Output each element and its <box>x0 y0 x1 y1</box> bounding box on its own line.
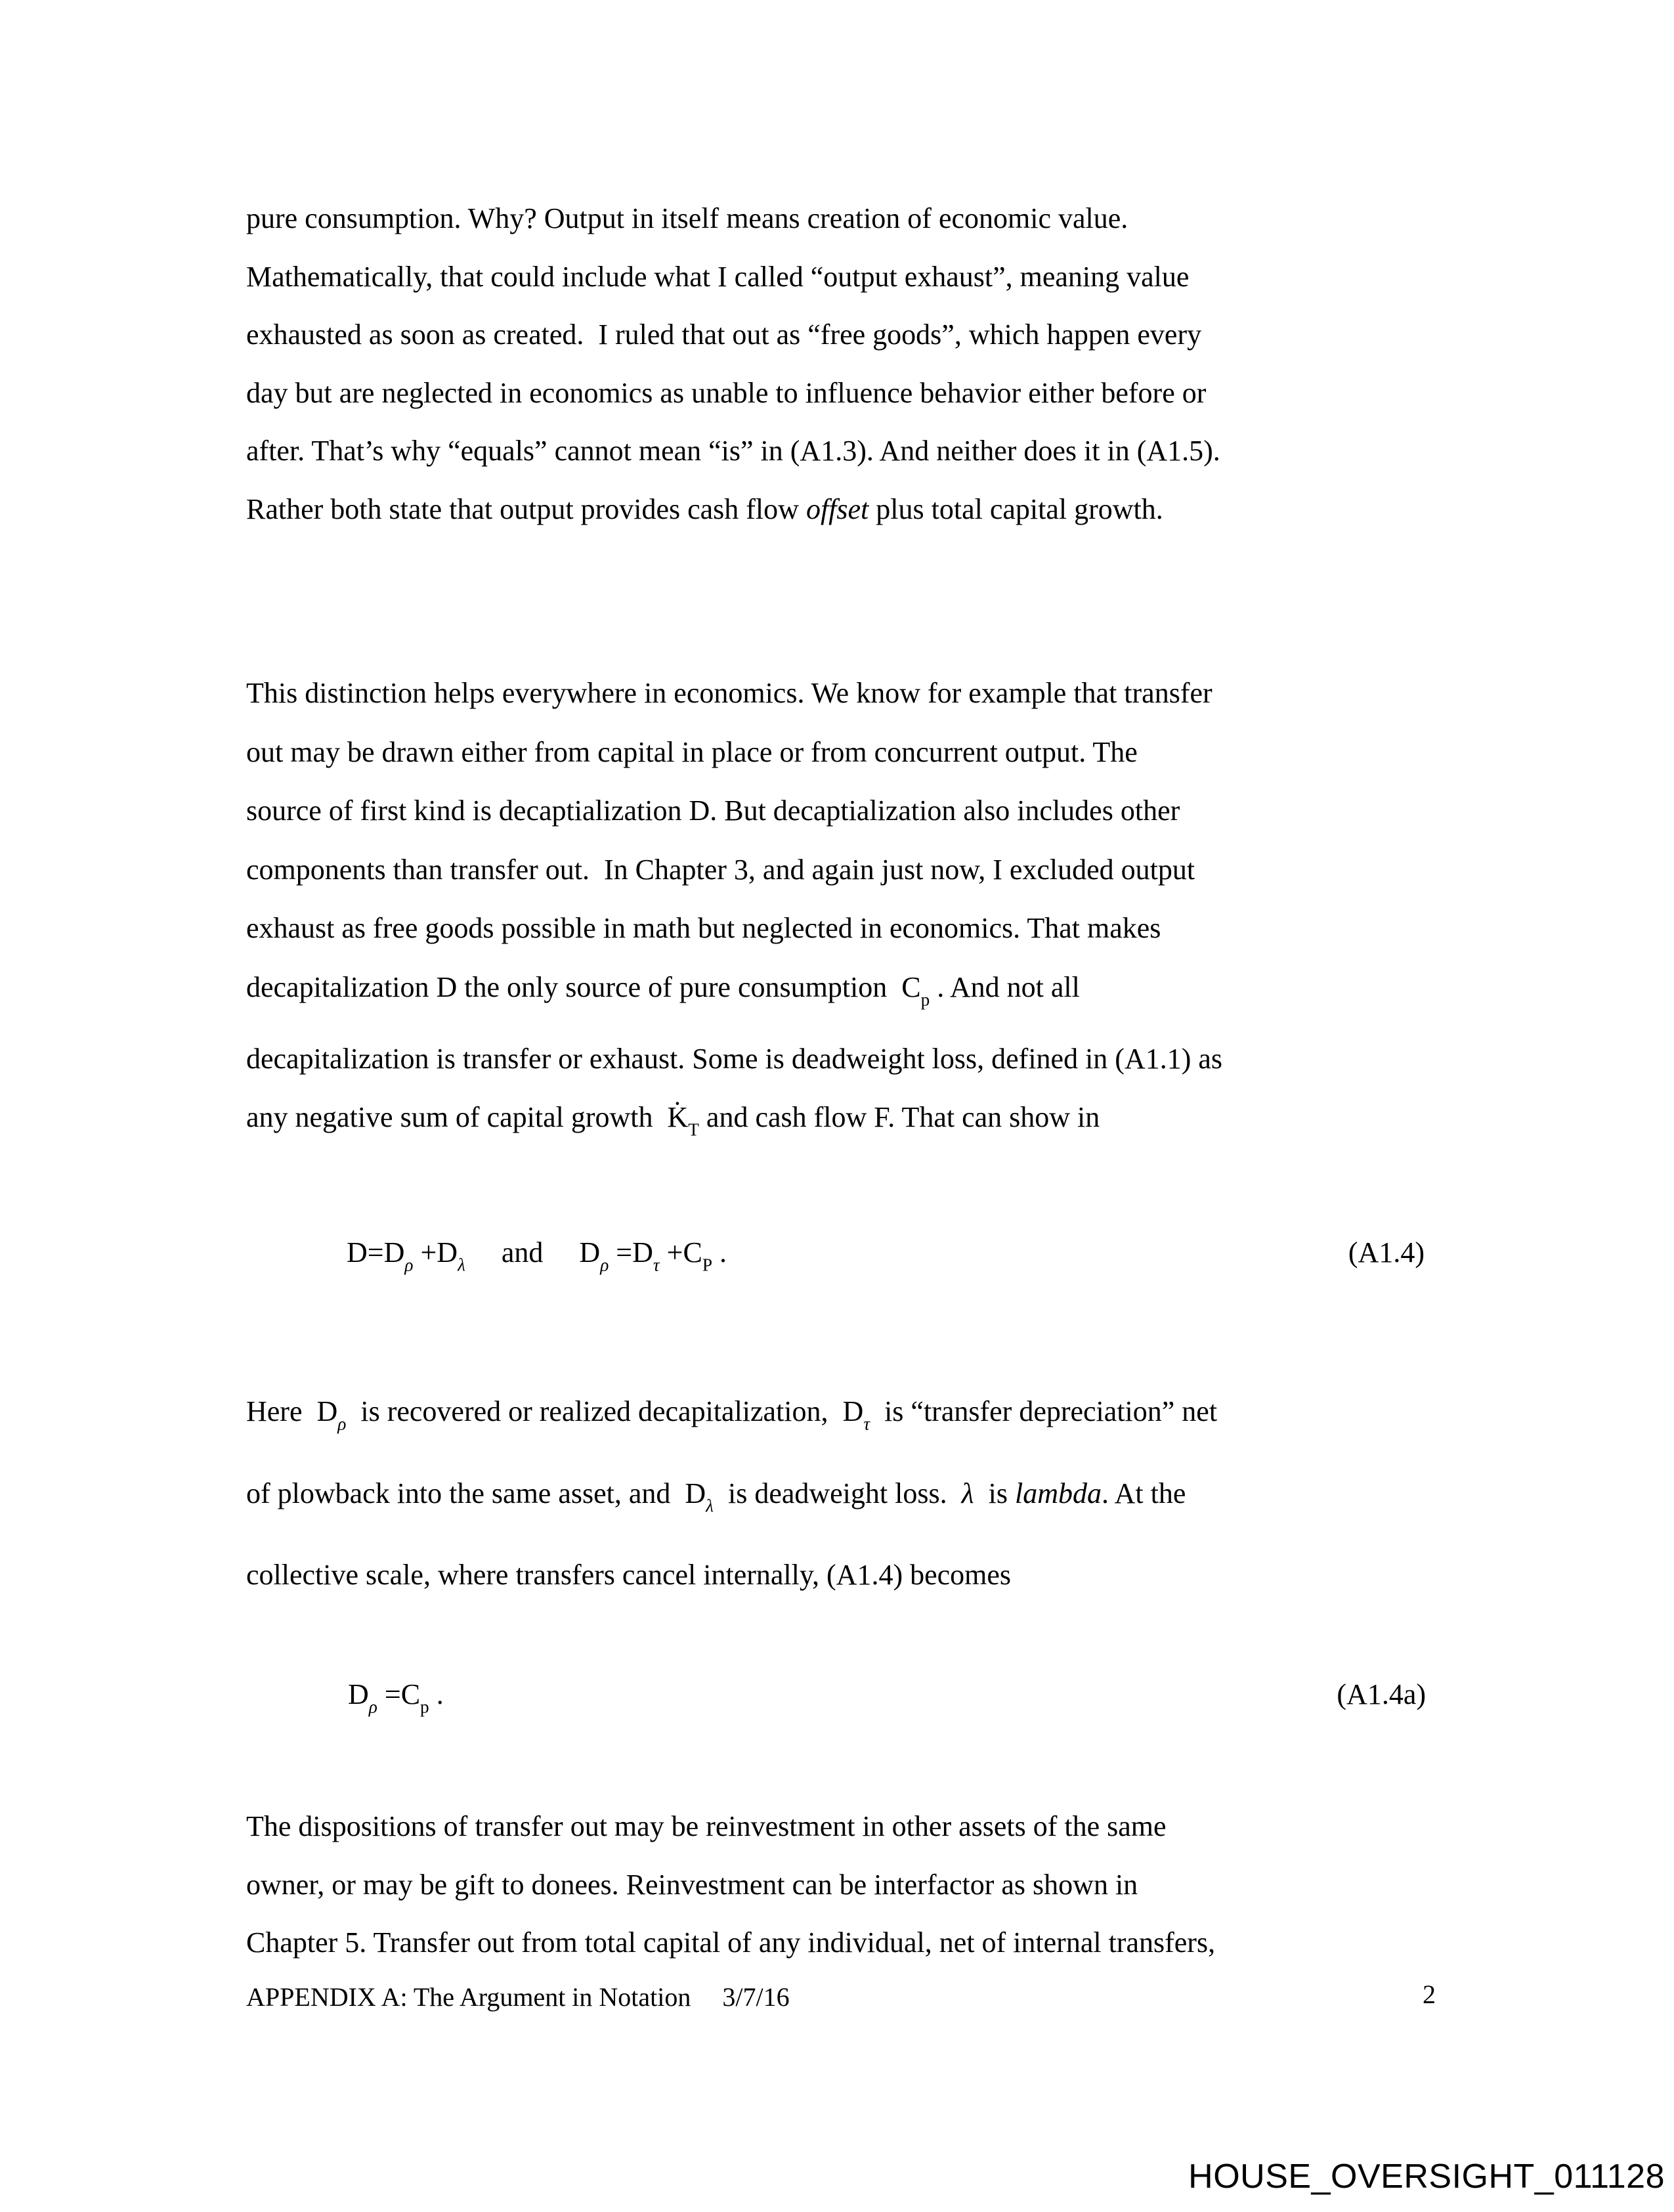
paragraph-2 <box>246 664 1222 1160</box>
text-line: after. That’s why “equals” cannot mean “is” in (A1.3). And neither does it in (A1.5). <box>246 435 1220 467</box>
paragraph-3 <box>246 1377 1217 1610</box>
text-line: source of first kind is decaptialization D. But decaptialization also includes other <box>246 794 1180 827</box>
page-number: 2 <box>1423 1980 1436 2009</box>
page-footer <box>246 1980 790 2014</box>
text-line: The dispositions of transfer out may be reinvestment in other assets of the same <box>246 1810 1167 1842</box>
equation-a1-4 <box>347 1233 727 1285</box>
paragraph-1 <box>246 190 1220 538</box>
text-line: Mathematically, that could include what I called “output exhaust”, meaning value <box>246 260 1190 293</box>
paragraph-4 <box>246 1798 1215 1972</box>
text-line: $D=D_\rho +D_\lambda$ and $D_\rho =D_\tau +C_P$ . <box>347 1236 727 1275</box>
text-line: exhausted as soon as created. I ruled that out as “free goods”, which happen every <box>246 318 1202 351</box>
text-line: owner, or may be gift to donees. Reinvestment can be interfactor as shown in <box>246 1868 1138 1901</box>
text-line: day but are neglected in economics as unable to influence behavior either before or <box>246 376 1207 409</box>
text-line: any negative sum of capital growth $K̇_T$ and cash flow F. That can show in <box>246 1101 1100 1140</box>
text-line: exhaust as free goods possible in math but neglected in economics. That makes <box>246 912 1161 944</box>
text-line: Here $D_\rho$ is recovered or realized decapitalization, $D_\tau$ is “transfer depreciation” net <box>246 1395 1218 1434</box>
equation-a1-4a <box>348 1675 444 1727</box>
footer-date: 3/7/16 <box>722 1982 790 2012</box>
text-line: decapitalization D the only source of pure consumption $C_p$ . And not all <box>246 970 1080 1010</box>
footer-title: APPENDIX A: The Argument in Notation <box>246 1982 691 2012</box>
text-line: decapitalization is transfer or exhaust. Some is deadweight loss, defined in (A1.1) as <box>246 1042 1223 1075</box>
text-line: This distinction helps everywhere in economics. We know for example that transfer <box>246 677 1213 709</box>
equation-label-a1-4a: (A1.4a) <box>1337 1678 1426 1710</box>
text-line: $D_\rho =C_p$ . <box>348 1678 444 1717</box>
text-line: pure consumption. Why? Output in itself means creation of economic value. <box>246 202 1128 234</box>
bates-stamp: HOUSE_OVERSIGHT_011128 <box>1188 2158 1665 2196</box>
text-line: of plowback into the same asset, and $D_\lambda$ is deadweight loss. λ is lambda. At the <box>246 1477 1186 1516</box>
text-line: Rather both state that output provides cash flow offset plus total capital growth. <box>246 492 1163 525</box>
text-line: collective scale, where transfers cancel internally, (A1.4) becomes <box>246 1559 1012 1592</box>
text-line: components than transfer out. In Chapter 3, and again just now, I excluded output <box>246 853 1195 886</box>
equation-label-a1-4: (A1.4) <box>1348 1236 1425 1269</box>
text-line: out may be drawn either from capital in place or from concurrent output. The <box>246 735 1138 768</box>
text-line: Chapter 5. Transfer out from total capital of any individual, net of internal transfers, <box>246 1926 1216 1959</box>
